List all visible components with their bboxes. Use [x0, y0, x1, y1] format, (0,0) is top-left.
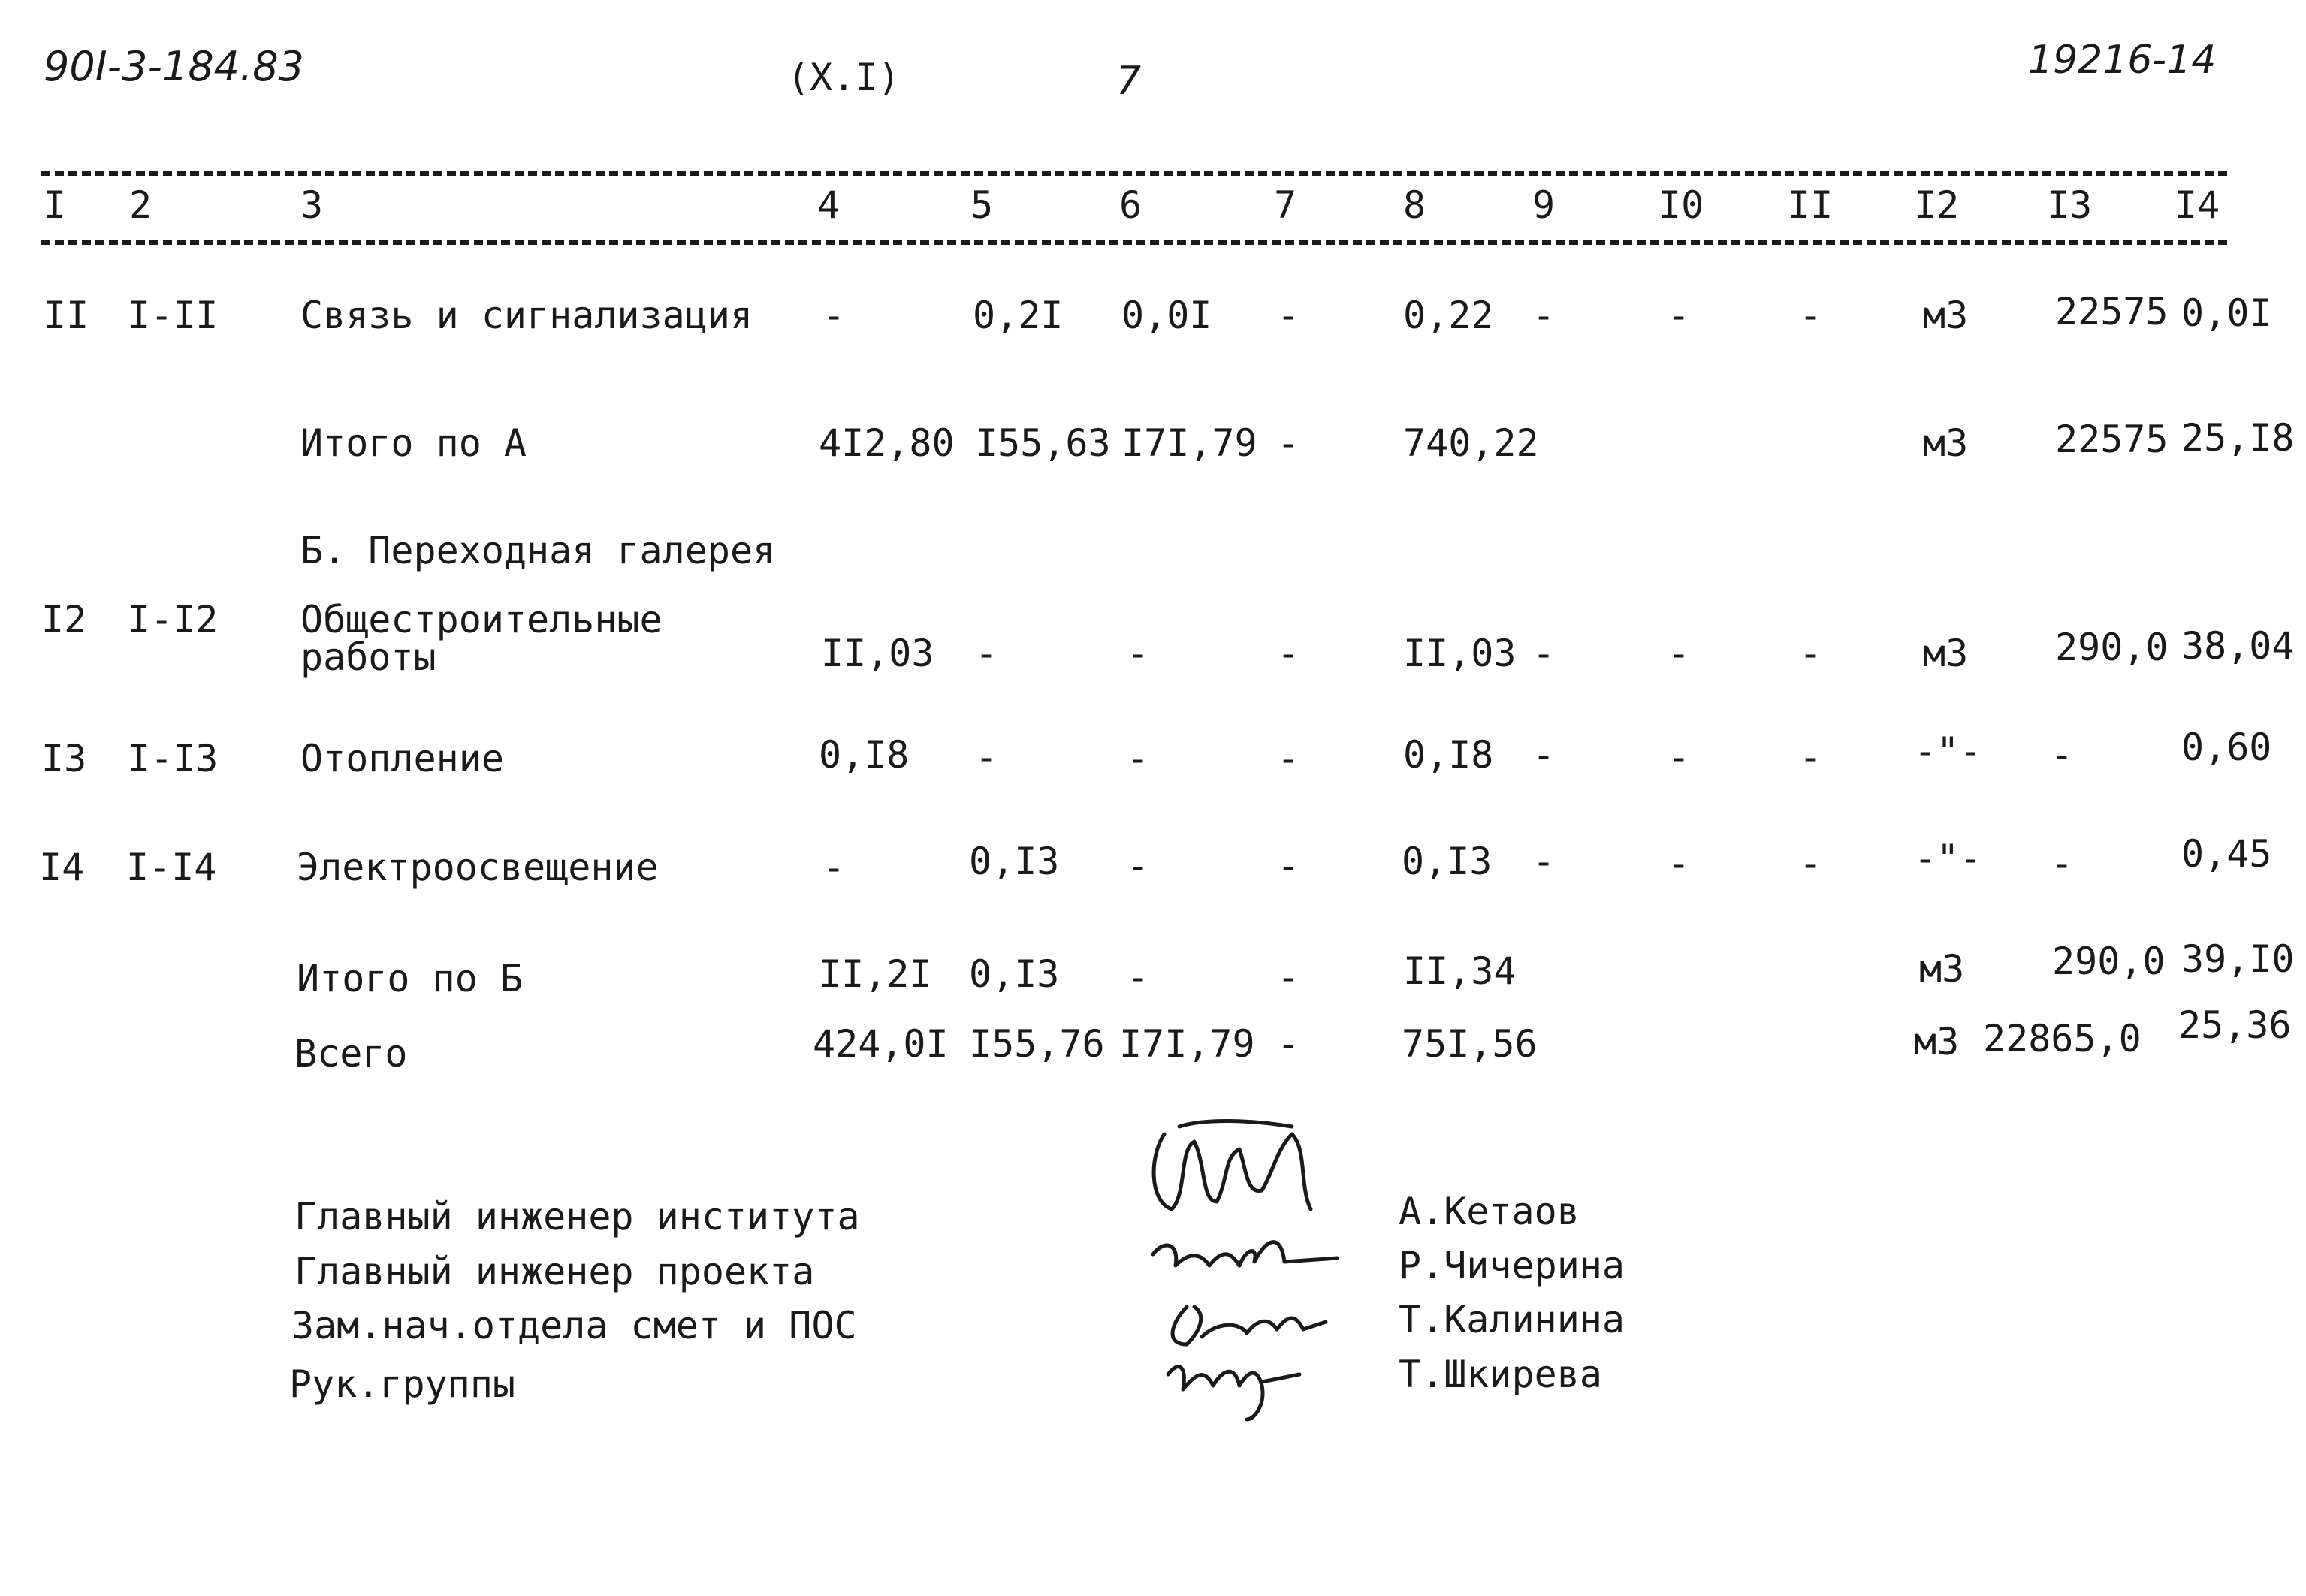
cell: м3: [1914, 1020, 1960, 1063]
cell: -: [1668, 735, 1691, 779]
cell: -: [1799, 735, 1822, 779]
cell: -: [1277, 955, 1300, 999]
signatory-name: А.Кетаов: [1399, 1190, 1580, 1233]
cell: -: [1127, 955, 1150, 999]
section-heading: Б. Переходная галерея: [300, 529, 776, 572]
column-number: 7: [1274, 183, 1297, 227]
cell: 0,I3: [1402, 840, 1493, 883]
row-name: Отопление: [300, 737, 504, 780]
cell: 424,0I: [813, 1022, 949, 1066]
row-name: Электроосвещение: [297, 846, 659, 889]
column-number: 5: [970, 183, 994, 227]
row-name: Связь и сигнализация: [300, 294, 753, 337]
cell: I7I,79: [1121, 421, 1257, 465]
column-number: 6: [1119, 183, 1142, 227]
column-number: I0: [1659, 183, 1704, 227]
cell: 22865,0: [1983, 1017, 2142, 1060]
cell: 290,0: [2055, 626, 2169, 669]
cell: -: [975, 632, 998, 675]
signatory-name: Р.Чичерина: [1399, 1244, 1625, 1287]
row-name-line: Общестроительные: [300, 598, 663, 641]
row-name: Всего: [294, 1032, 408, 1076]
cell: 0,I3: [969, 840, 1060, 883]
signatory-name: Т.Шкирева: [1399, 1353, 1602, 1396]
cell: 0,0I: [1121, 294, 1212, 337]
column-number: I: [44, 183, 67, 227]
cell: I55,76: [969, 1022, 1105, 1066]
signatory-title: Главный инженер проекта: [294, 1250, 815, 1293]
cell: -: [1277, 737, 1300, 780]
cell: 0,60: [2181, 726, 2272, 769]
row-number: I4: [39, 846, 85, 889]
cell: -"-: [1914, 729, 1982, 773]
cell: -: [1532, 840, 1556, 883]
row-number: II: [44, 294, 89, 337]
cell: -: [1799, 842, 1822, 885]
column-number: 3: [300, 183, 324, 227]
row-code: I-I4: [126, 846, 217, 889]
cell: 38,04: [2181, 624, 2295, 668]
cell: -: [1532, 632, 1556, 675]
cell: I55,63: [975, 421, 1111, 465]
registration-number: 19216-14: [2028, 38, 2217, 83]
section-code: (X.I): [787, 56, 901, 99]
signatory-name: Т.Калинина: [1399, 1298, 1625, 1341]
column-number: I3: [2047, 183, 2093, 227]
cell: м3: [1923, 632, 1969, 675]
row-code: I-I3: [128, 737, 219, 780]
cell: I7I,79: [1119, 1022, 1255, 1066]
row-code: I-I2: [128, 598, 219, 641]
cell: II,03: [821, 632, 934, 675]
cell: -: [1668, 632, 1691, 675]
column-number: I4: [2175, 183, 2220, 227]
cell: -: [1127, 844, 1150, 888]
cell: 0,22: [1403, 294, 1494, 337]
column-number: 8: [1403, 183, 1426, 227]
cell: 22575: [2055, 418, 2169, 461]
cell: 0,45: [2181, 832, 2272, 876]
signatory-title: Зам.нач.отдела смет и ПОС: [291, 1304, 857, 1347]
cell: II,2I: [819, 952, 932, 996]
cell: -: [1668, 842, 1691, 885]
cell: 25,I8: [2181, 416, 2295, 460]
cell: 0,0I: [2181, 291, 2272, 335]
cell: -: [1799, 294, 1822, 337]
header-bottom-rule: [41, 240, 2227, 245]
cell: -"-: [1914, 837, 1982, 880]
cell: -: [1668, 294, 1691, 337]
cell: м3: [1923, 294, 1969, 337]
cell: -: [2051, 842, 2074, 885]
document-code: 90I-3-184.83: [44, 43, 304, 90]
cell: 0,I8: [819, 733, 910, 777]
cell: -: [1277, 294, 1300, 337]
cell: -: [1799, 632, 1822, 675]
column-number: 2: [129, 183, 152, 227]
handwritten-signatures: [1134, 1104, 1360, 1435]
cell: 0,I8: [1403, 733, 1494, 777]
cell: 75I,56: [1402, 1022, 1538, 1066]
cell: 0,2I: [973, 294, 1064, 337]
cell: м3: [1923, 421, 1969, 465]
cell: -: [822, 294, 846, 337]
row-name: Итого по Б: [297, 957, 524, 1000]
cell: -: [1277, 421, 1300, 465]
header-top-rule: [41, 171, 2227, 176]
row-number: I3: [41, 737, 87, 780]
cell: -: [2051, 733, 2074, 777]
page-number: 7: [1116, 59, 1142, 104]
column-number: 9: [1532, 183, 1556, 227]
cell: 39,I0: [2181, 937, 2295, 981]
row-code: I-II: [128, 294, 219, 337]
cell: -: [1277, 632, 1300, 675]
cell: -: [822, 846, 846, 889]
signatory-title: Главный инженер института: [294, 1195, 860, 1238]
cell: 740,22: [1403, 421, 1539, 465]
cell: -: [975, 735, 998, 779]
column-number: 4: [817, 183, 841, 227]
cell: -: [1127, 632, 1150, 675]
row-name-line: работы: [300, 635, 436, 679]
cell: м3: [1919, 947, 1965, 991]
cell: 0,I3: [969, 952, 1060, 996]
cell: -: [1127, 737, 1150, 780]
row-number: I2: [41, 598, 87, 641]
cell: -: [1532, 733, 1556, 777]
cell: -: [1532, 294, 1556, 337]
cell: II,03: [1403, 632, 1517, 675]
cell: 22575: [2055, 290, 2169, 333]
cell: 25,36: [2178, 1003, 2292, 1047]
cell: 290,0: [2052, 940, 2166, 983]
cell: -: [1277, 1022, 1300, 1066]
column-number: I2: [1914, 183, 1960, 227]
cell: -: [1277, 844, 1300, 888]
row-name: Итого по А: [300, 421, 527, 465]
signatory-title: Рук.группы: [289, 1362, 516, 1406]
column-number: II: [1788, 183, 1834, 227]
cell: 4I2,80: [819, 421, 955, 465]
cell: II,34: [1403, 949, 1517, 993]
